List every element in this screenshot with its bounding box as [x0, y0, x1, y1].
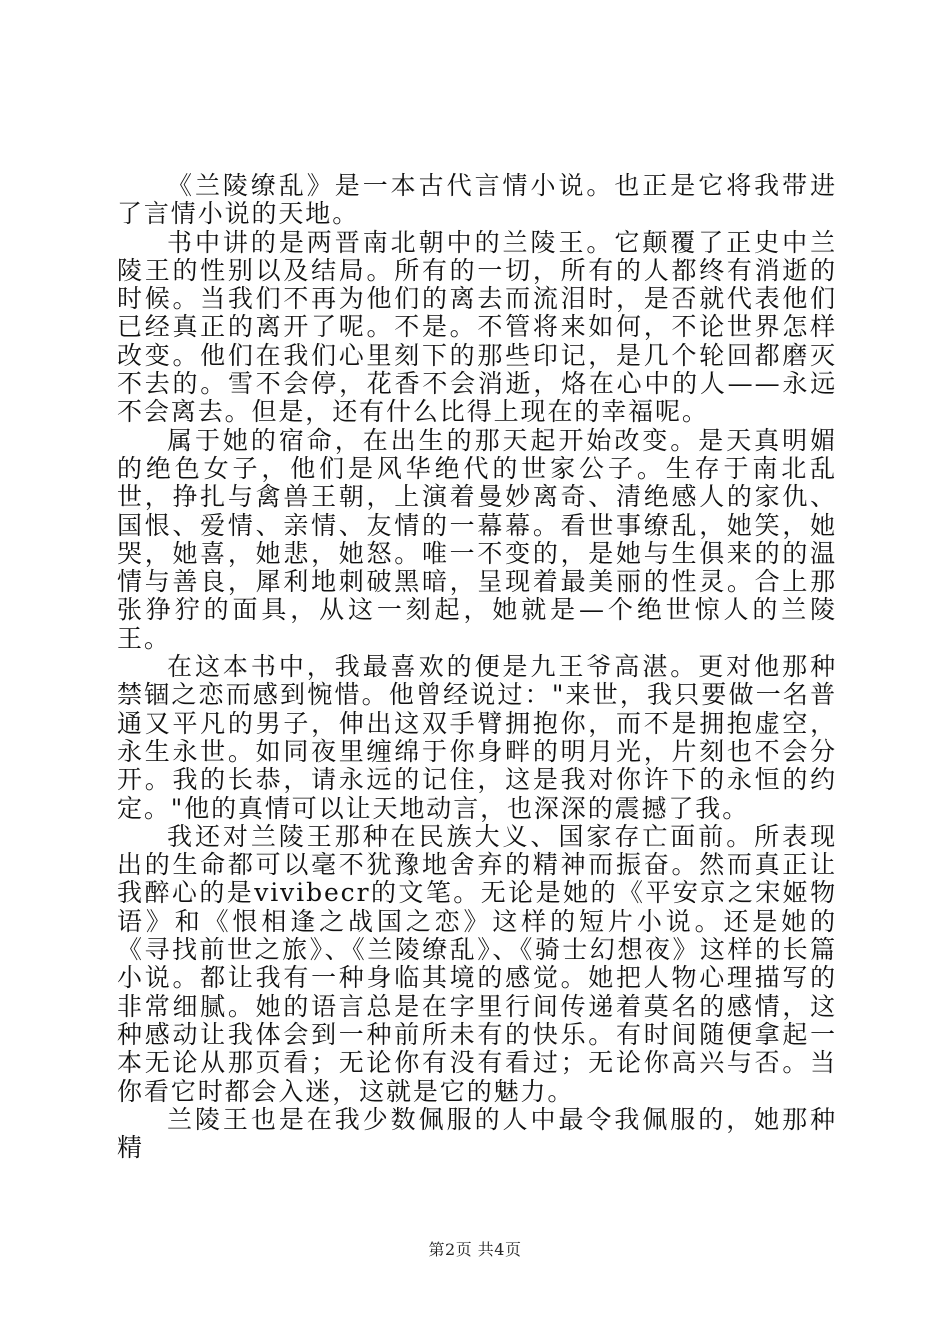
- paragraph-2: 书中讲的是两晋南北朝中的兰陵王。它颠覆了正史中兰陵王的性别以及结局。所有的一切，所有的人都终有消逝的时候。当我们不再为他们的离去而流泪时，是否就代表他们已经真正的离开了呢。不是。不管将来如何，不论世界怎样改变。他们在我们心里刻下的那些印记，是几个轮回都磨灭不去的。雪不会停，花香不会消逝，烙在心中的人——永远不会离去。但是，还有什么比得上现在的幸福呢。: [117, 227, 837, 427]
- paragraph-1: 《兰陵缭乱》是一本古代言情小说。也正是它将我带进了言情小说的天地。: [117, 171, 837, 229]
- document-body: [117, 172, 837, 1162]
- paragraph-5: 我还对兰陵王那种在民族大义、国家存亡面前。所表现出的生命都可以毫不犹豫地舍弃的精神而振奋。然而真正让我醉心的是vivibecr的文笔。无论是她的《平安京之宋姬物语》和《恨相逢之战国之恋》这样的短片小说。还是她的《寻找前世之旅》、《兰陵缭乱》、《骑士幻想夜》这样的长篇小说。都让我有一种身临其境的感觉。她把人物心理描写的非常细腻。她的语言总是在字里行间传递着莫名的感情，这种感动让我体会到一种前所未有的快乐。有时间随便拿起一本无论从那页看；无论你有没有看过；无论你高兴与否。当你看它时都会入迷，这就是它的魅力。: [117, 821, 837, 1106]
- paragraph-6: 兰陵王也是在我少数佩服的人中最令我佩服的，她那种精: [117, 1104, 837, 1163]
- paragraph-4: 在这本书中，我最喜欢的便是九王爷高湛。更对他那种禁锢之恋而感到惋惜。他曾经说过："来世，我只要做一名普通又平凡的男子，伸出这双手臂拥抱你，而不是拥抱虚空，永生永世。如同夜里缠绵于你身畔的明月光，片刻也不会分开。我的长恭，请永远的记住，这是我对你许下的永恒的约定。"他的真情可以让天地动言，也深深的震撼了我。: [117, 652, 837, 823]
- paragraph-3: 属于她的宿命，在出生的那天起开始改变。是天真明媚的绝色女子，他们是风华绝代的世家公子。生存于南北乱世，挣扎与禽兽王朝，上演着曼妙离奇、清绝感人的家仇、国恨、爱情、亲情、友情的一幕幕。看世事缭乱，她笑，她哭，她喜，她悲，她怒。唯一不变的，是她与生俱来的的温情与善良，犀利地刺破黑暗，呈现着最美丽的性灵。合上那张狰狞的面具，从这一刻起，她就是—个绝世惊人的兰陵王。: [117, 425, 837, 653]
- page-footer: 第2页 共4页: [428, 1240, 522, 1259]
